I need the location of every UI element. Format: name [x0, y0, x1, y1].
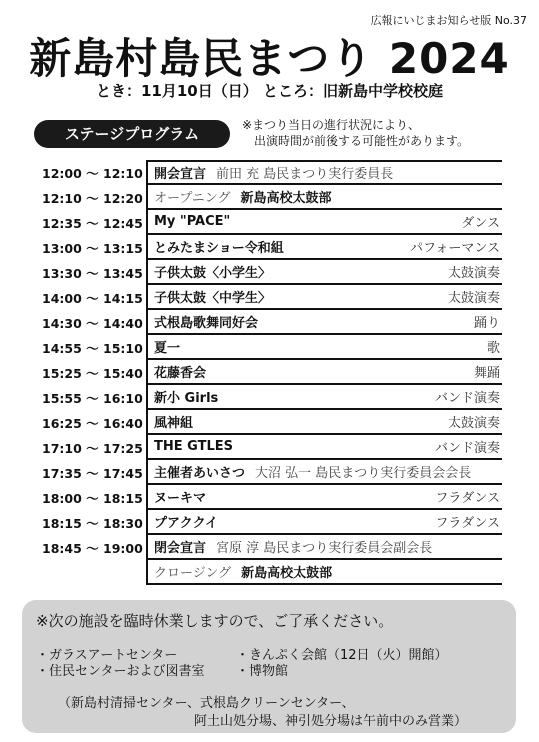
schedule-row: [42, 335, 502, 360]
facility-item: ・住民センターおよび図書室: [36, 664, 205, 679]
schedule-cell: [146, 335, 502, 360]
performer-group: [154, 214, 230, 229]
schedule-row: [42, 360, 502, 385]
schedule-row: [42, 410, 502, 435]
facility-item: ・ガラスアートセンター: [36, 648, 178, 663]
facility-item: ・博物館: [236, 664, 289, 679]
performer-group: [154, 439, 233, 454]
schedule-time: 13:00 ～ 13:15: [42, 240, 143, 256]
event-date-location: とき：11月10日（日） ところ：旧新島中学校校庭: [96, 82, 443, 100]
performer-name: プアククイ: [154, 516, 218, 531]
performer-detail: 前田 充 島民まつり実行委員長: [216, 167, 394, 182]
performer-name: 式根島歌舞同好会: [154, 316, 259, 331]
schedule-cell: [146, 560, 502, 585]
performer-name: 夏一: [154, 341, 181, 356]
schedule-cell: [146, 485, 502, 510]
schedule-cell: [146, 210, 502, 235]
performer-group: [154, 512, 218, 531]
schedule-time: 12:10 ～ 12:20: [42, 190, 143, 206]
schedule-cell: [146, 510, 502, 535]
schedule-row: [42, 560, 502, 585]
performer-name: 子供太鼓〈中学生〉: [154, 291, 272, 306]
schedule-time: 18:00 ～ 18:15: [42, 490, 143, 506]
schedule-cell: [146, 285, 502, 310]
issue-label: 広報にいじまお知らせ版 No.37: [370, 14, 527, 27]
performance-category: ダンス: [461, 216, 500, 231]
performer-name: 子供太鼓〈小学生〉: [154, 266, 272, 281]
schedule-cell: [146, 160, 502, 185]
closure-title: ※次の施設を臨時休業しますので、ご了承ください。: [36, 612, 394, 630]
performer-group: [154, 262, 271, 281]
schedule-time: 16:25 ～ 16:40: [42, 415, 143, 431]
performer-name: クロージング: [154, 566, 232, 581]
schedule-time: 15:55 ～ 16:10: [42, 390, 143, 406]
schedule-row: [42, 160, 502, 185]
schedule-cell: [146, 360, 502, 385]
performer-group: [154, 487, 206, 506]
performer-group: [154, 337, 180, 356]
schedule-cell: [146, 260, 502, 285]
performer-group: [154, 412, 193, 431]
performance-category: フラダンス: [435, 491, 500, 506]
schedule-row: [42, 285, 502, 310]
schedule-row: [42, 260, 502, 285]
performer-group: [154, 562, 332, 581]
performer-group: [154, 237, 284, 256]
schedule-row: [42, 235, 502, 260]
performer-name: 新小 Girls: [154, 391, 219, 406]
performance-category: 舞踊: [473, 366, 500, 381]
performer-name: 花藤香会: [154, 366, 207, 381]
schedule-time: 14:55 ～ 15:10: [42, 340, 143, 356]
schedule-row: [42, 510, 502, 535]
performer-group: [154, 287, 271, 306]
schedule-row: [42, 460, 502, 485]
performer-name: オープニング: [154, 191, 231, 206]
performance-category: 太鼓演奏: [447, 266, 500, 281]
performer-detail: 大沼 弘一 島民まつり実行委員会会長: [255, 466, 472, 481]
performance-category: フラダンス: [435, 516, 500, 531]
performer-group: [154, 312, 258, 331]
performance-category: 踊り: [473, 316, 500, 331]
schedule-time: 17:10 ～ 17:25: [42, 440, 143, 456]
performer-detail: 宮原 淳 島民まつり実行委員会副会長: [216, 541, 433, 556]
stage-program-badge: ステージプログラム: [34, 120, 230, 148]
schedule-time: 18:15 ～ 18:30: [42, 515, 143, 531]
performer-detail: 新島高校太鼓部: [240, 191, 332, 206]
schedule-time: 17:35 ～ 17:45: [42, 465, 143, 481]
performance-category: パフォーマンス: [410, 241, 500, 256]
schedule-row: [42, 310, 502, 335]
performer-name: とみたまショー令和組: [154, 241, 284, 256]
closure-note-line1: （新島村清掃センター、式根島クリーンセンター、: [58, 696, 355, 711]
schedule-row: [42, 535, 502, 560]
schedule-time: 14:00 ～ 14:15: [42, 290, 143, 306]
performer-name: My "PACE": [154, 214, 231, 229]
closure-note-line2: 阿土山処分場、神引処分場は午前中のみ営業）: [194, 714, 468, 729]
closure-notice: [22, 600, 516, 733]
performer-group: [154, 362, 206, 381]
schedule-cell: [146, 535, 502, 560]
performance-category: 太鼓演奏: [447, 416, 500, 431]
performer-detail: 新島高校太鼓部: [241, 566, 333, 581]
schedule-note: [242, 117, 469, 149]
performer-name: 開会宣言: [154, 167, 207, 182]
performance-category: バンド演奏: [434, 391, 500, 406]
schedule-cell: [146, 460, 502, 485]
schedule-note-line2: 出演時間が前後する可能性があります。: [254, 134, 470, 148]
page-title: 新島村島民まつり 2024: [29, 34, 510, 83]
schedule-cell: [146, 235, 502, 260]
schedule-note-line1: ※まつり当日の進行状況により、: [242, 118, 421, 132]
schedule-row: [42, 485, 502, 510]
performer-name: 主催者あいさつ: [154, 466, 246, 481]
schedule-table: [42, 160, 502, 585]
performer-group: [154, 462, 471, 481]
schedule-time: 15:25 ～ 15:40: [42, 365, 143, 381]
schedule-row: [42, 435, 502, 460]
performer-group: [154, 187, 331, 206]
performance-category: 太鼓演奏: [447, 291, 500, 306]
schedule-row: [42, 210, 502, 235]
performance-category: バンド演奏: [434, 441, 500, 456]
performance-category: 歌: [486, 341, 500, 356]
schedule-time: 13:30 ～ 13:45: [42, 265, 143, 281]
schedule-cell: [146, 310, 502, 335]
performer-name: THE GTLES: [154, 439, 233, 454]
facility-item: ・きんぷく会館（12日（火）開館）: [236, 648, 448, 663]
performer-name: 閉会宣言: [154, 541, 207, 556]
schedule-row: [42, 185, 502, 210]
performer-name: ヌーキマ: [154, 491, 207, 506]
schedule-time: 18:45 ～ 19:00: [42, 540, 143, 556]
schedule-cell: [146, 435, 502, 460]
performer-name: 風神組: [154, 416, 194, 431]
performer-group: [154, 537, 432, 556]
schedule-cell: [146, 410, 502, 435]
schedule-cell: [146, 385, 502, 410]
schedule-cell: [146, 185, 502, 210]
schedule-row: [42, 385, 502, 410]
schedule-time: 12:00 ～ 12:10: [42, 165, 143, 181]
performer-group: [154, 163, 393, 182]
schedule-time: 12:35 ～ 12:45: [42, 215, 143, 231]
performer-group: [154, 387, 218, 406]
schedule-time: 14:30 ～ 14:40: [42, 315, 143, 331]
